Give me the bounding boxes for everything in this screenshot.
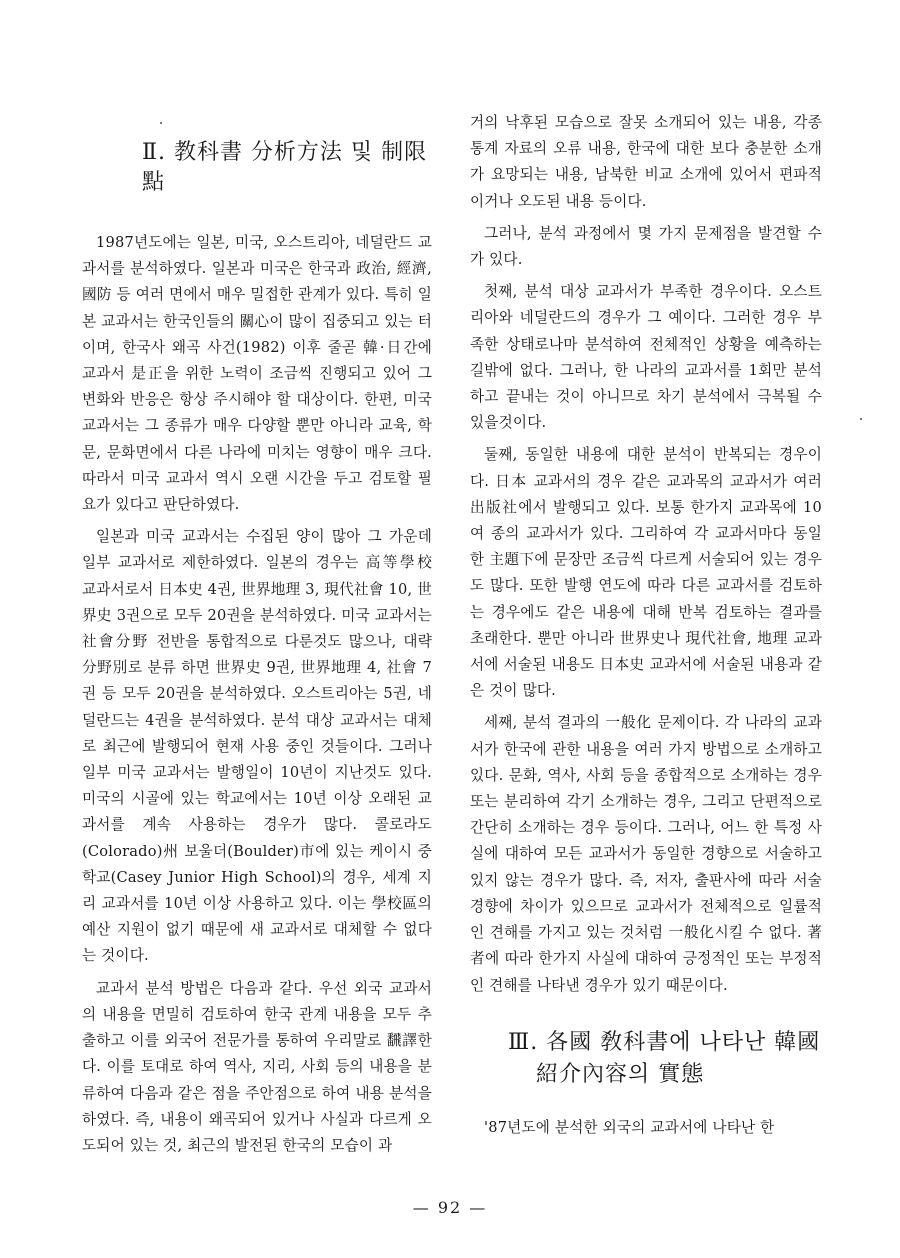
scan-speck (160, 122, 162, 124)
paragraph-problem-second: 둘째, 동일한 내용에 대한 분석이 반복되는 경우이다. 日本 교과서의 경우 같은 교과목의 교과서가 여러 出版社에서 발행되고 있다. 보통 한가지 교과목에 10여 종의 교과서가 있다. 그리하여 각 교과서마다 동일한 主題下에 문장만 조금씩 다르게 서술되어 있는 경우도 많다. 또한 발행 연도에 따라 다른 교과서를 검토하는 경우에도 같은 내용에 대해 반복 검토하는 결과를 초래한다. 뿐만 아니라 世界史나 現代社會, 地理 교과서에 서술된 내용도 日本史 교과서에 서술된 내용과 같은 것이 많다. (470, 446, 822, 700)
section-heading-3-line2: 紹介內容의 實態 (536, 1061, 705, 1087)
paragraph-problem-first: 첫째, 분석 대상 교과서가 부족한 경우이다. 오스트리아와 네덜란드의 경우가 그 예이다. 그러한 경우 부족한 상태로나마 분석하여 전체적인 상황을 예측하는 길밖에 없다. 그러나, 한 나라의 교과서를 1회만 분석하고 끝내는 것이 아니므로 차기 분석에서 극복될 수 있을것이다. (470, 283, 822, 432)
scan-speck (860, 418, 862, 420)
section-heading-2: Ⅱ. 教科書 分析方法 및 制限點 (142, 140, 428, 195)
right-column (470, 110, 822, 1147)
paragraph-analysis-countries: 1987년도에는 일본, 미국, 오스트리아, 네덜란드 교과서를 분석하였다. 일본과 미국은 한국과 政治, 經濟, 國防 등 여러 면에서 매우 밀접한 관계가 있다. 특히 일본 교과서는 한국인들의 關心이 많이 집중되고 있는 터이며, 한국사 왜곡 사건(1982) 이후 줄곧 韓·日간에 교과서 是正을 위한 노력이 조금씩 진행되고 있어 그 변화와 반응은 항상 주시해야 할 대상이다. 한편, 미국 교과서는 그 종류가 매우 다양할 뿐만 아니라 교육, 학문, 문화면에서 다른 나라에 미치는 영향이 매우 크다. 따라서 미국 교과서 역시 오랜 시간을 두고 검토할 필요가 있다고 판단하였다. (82, 234, 432, 514)
left-column (82, 138, 432, 1165)
paragraph-analysis-method: 교과서 분석 방법은 다음과 같다. 우선 외국 교과서의 내용을 면밀히 검토하여 한국 관계 내용을 모두 추출하고 이를 외국어 전문가를 통하여 우리말로 飜譯한다. 이를 토대로 하여 역사, 지리, 사회 등의 내용을 분류하여 다음과 같은 점을 주안점으로 하여 내용 분석을 하였다. 즉, 내용이 왜곡되어 있거나 사실과 다르게 오도되어 있는 것, 최근의 발전된 한국의 모습이 과 (82, 979, 432, 1154)
page-number: — 92 — (412, 1198, 488, 1217)
paragraph-textbook-selection: 일본과 미국 교과서는 수집된 양이 많아 그 가운데 일부 교과서로 제한하였다. 일본의 경우는 高等學校 교과서로서 日本史 4권, 世界地理 3, 現代社會 10, 世界史 3권으로 모두 20권을 분석하였다. 미국 교과서는 社會分野 전반을 통합적으로 다룬것도 많으나, 대략 分野別로 분류 하면 世界史 9권, 世界地理 4, 社會 7권 등 모두 20권을 분석하였다. 오스트리아는 5권, 네덜란드는 4권을 분석하였다. 분석 대상 교과서는 대체로 최근에 발행되어 현재 사용 중인 것들이다. 그러나 일부 미국 교과서는 발행일이 10년이 지난것도 있다. 미국의 시골에 있는 학교에서는 10년 이상 오래된 교과서를 계속 사용하는 경우가 많다. 콜로라도(Colorado)州 보울더(Boulder)市에 있는 케이시 중학교(Casey Junior High School)의 경우, 세계 지리 교과서를 10년 이상 사용하고 있다. 이는 學校區의 예산 지원이 없기 때문에 새 교과서로 대체할 수 없다는 것이다. (82, 528, 432, 965)
paragraph-section3-start: '87년도에 분석한 외국의 교과서에 나타난 한 (484, 1118, 775, 1136)
paragraph-problem-third: 세째, 분석 결과의 一般化 문제이다. 각 나라의 교과서가 한국에 관한 내용을 여러 가지 방법으로 소개하고 있다. 문화, 역사, 사회 등을 종합적으로 소개하는 경우 또는 분리하여 각기 소개하는 경우, 그리고 단편적으로 간단히 소개하는 경우 등이다. 그러나, 어느 한 특정 사실에 대하여 모든 교과서가 동일한 경향으로 서술하고 있지 않는 경우가 많다. 즉, 저자, 출판사에 따라 서술 경향에 차이가 있으므로 교과서가 전체적으로 일률적인 견해를 가지고 있는 것처럼 一般化시킬 수 없다. 著者에 따라 한가지 사실에 대하여 긍정적인 또는 부정적인 견해를 나타낸 경우가 있기 때문이다. (470, 714, 822, 994)
section-heading-3 (508, 1027, 822, 1091)
section-heading-3-line1: Ⅲ. 各國 敎科書에 나타난 韓國 (508, 1029, 821, 1055)
paragraph-problems-intro: 그러나, 분석 과정에서 몇 가지 문제점을 발견할 수가 있다. (470, 224, 822, 269)
paragraph-method-continued: 거의 낙후된 모습으로 잘못 소개되어 있는 내용, 각종 통계 자료의 오류 내용, 한국에 대한 보다 충분한 소개가 요망되는 내용, 남북한 비교 소개에 있어서 편파적이거나 오도된 내용 등이다. (470, 114, 822, 210)
